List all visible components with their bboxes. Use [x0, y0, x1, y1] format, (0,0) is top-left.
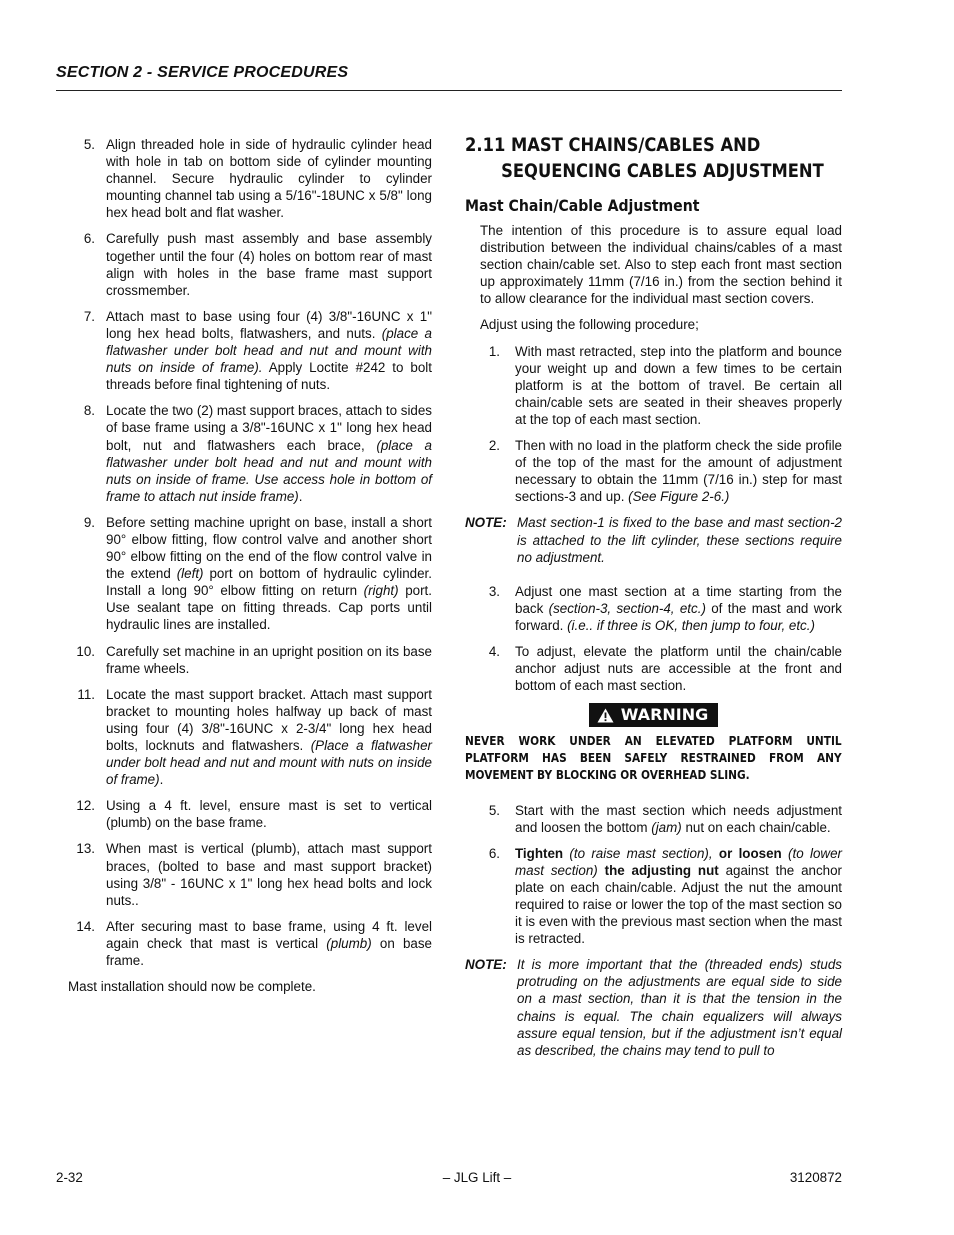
warning-label: WARNING — [620, 705, 709, 725]
step-text-segment: With mast retracted, step into the platform and bounce your weight up and down a few times to be certain platform is at the bottom of travel. Be certain all chain/cable sets are seated in their sheaves properly at the top of each mast section. — [515, 343, 842, 427]
step-text-segment: Then with no load in the platform check the side profile of the top of the mast for the amount of adjustment necessary to obtain the 11mm (7/16 in.) step for mast sections-3 and up. — [515, 438, 842, 505]
step-text-segment: To adjust, elevate the platform until the chain/cable anchor adjust nuts are accessible at the front and bottom of each mast section. — [515, 643, 842, 694]
step-text-segment: (plumb) — [326, 935, 372, 951]
step-text — [106, 309, 432, 392]
step-text — [106, 137, 432, 220]
warning-banner — [465, 703, 842, 727]
right-column — [465, 132, 842, 1076]
step-text-segment: When mast is vertical (plumb), attach mast support braces, (bolted to base and mast support bracket) using 3/8" - 16UNC x 1" long hex head bolts and lock nuts.. — [106, 841, 432, 908]
step-text-segment: Before setting machine upright on base, install a short 90° elbow fitting, flow control valve and another short 90° elbow fitting on the end of the flow control valve in the extend — [106, 514, 432, 582]
note-label: NOTE: — [465, 515, 507, 531]
step-item — [465, 583, 842, 634]
step-text — [515, 584, 842, 633]
step-item — [465, 845, 842, 948]
step-text-segment: Carefully set machine in an upright position on its base frame wheels. — [106, 643, 432, 676]
step-text-segment: (place a flatwasher under bolt head and nut and mount with nuts on inside of frame). — [106, 325, 433, 376]
step-text-segment: Tighten — [515, 845, 564, 861]
step-item — [68, 840, 432, 908]
step-text-segment: (to raise mast section), — [563, 845, 713, 861]
step-text — [515, 846, 842, 946]
step-text — [515, 438, 842, 504]
step-text-segment: Locate the mast support bracket. Attach mast support bracket to mounting holes halfway up back of mast using four (4) 3/8"-16UNC x 2-3/4" long hex head bolts, locknuts and flatwashers. — [106, 686, 432, 753]
document-number: 3120872 — [789, 1170, 842, 1185]
step-text-segment: against the anchor plate on each chain/cable. Adjust the nut the amount required to raise or lower the top of the mast section so it is even with the previous mast section when the mast is retracted. — [515, 862, 843, 947]
page-number: 2-32 — [56, 1170, 83, 1185]
note-2 — [465, 956, 842, 1059]
left-step-list — [68, 136, 432, 969]
step-number: 9. — [83, 514, 95, 530]
step-item — [68, 918, 432, 969]
step-text-segment: . — [159, 772, 164, 788]
step-number: 12. — [76, 798, 95, 814]
step-text — [106, 644, 432, 676]
step-text — [106, 919, 432, 968]
step-text-segment: Carefully push mast assembly and base assembly together until the four (4) holes on bottom rear of mast align with holes in the base frame mast support crossmember. — [106, 231, 432, 298]
right-step-list-a — [465, 343, 842, 506]
step-text-segment: (place a flatwasher under bolt head and nut and mount with nuts on inside of frame. Use access hole in bottom of frame to attach nut inside frame) — [106, 437, 432, 504]
intro-paragraph: The intention of this procedure is to assure equal load distribution between the individual chains/cables of a mast section chain/cable set. Also to step each front mast section up approximately 11mm (7/16 in.) from the section behind it to allow clearance for the individual mast section covers. — [480, 223, 842, 307]
warning-badge — [589, 703, 719, 727]
warning-triangle-icon — [597, 708, 614, 723]
closing-text: Mast installation should now be complete. — [68, 979, 316, 995]
step-text-segment: Align threaded hole in side of hydraulic cylinder head with hole in tab on bottom side of cylinder mounting channel. Secure hydraulic cylinder to cylinder mounting channel tab using a 5/16"-18UNC x 5/8" long hex head bolt and flat washer. — [106, 137, 432, 221]
step-text-segment: Adjust one mast section at a time starting from the back — [515, 583, 842, 616]
step-text — [106, 798, 432, 830]
step-text-segment: nut on each chain/cable. — [681, 819, 831, 835]
step-text-segment: Attach mast to base using four (4) 3/8"-16UNC x 1" long hex head bolts, flatwashers, and nuts. — [106, 308, 432, 341]
step-text-segment: Locate the two (2) mast support braces, attach to sides of base frame using a 3/8"-16UNC x 1" long hex head bolt, nut and flatwashers each brace, — [106, 403, 433, 453]
step-text-segment: Apply Loctite #242 to bolt threads before final tightening of nuts. — [106, 360, 432, 393]
adjust-line: Adjust using the following procedure; — [480, 317, 699, 333]
step-number: 5. — [488, 802, 500, 818]
step-text-segment: Start with the mast section which needs adjustment and loosen the bottom — [515, 802, 842, 835]
footer-center: – JLG Lift – — [442, 1170, 512, 1185]
step-number: 2. — [488, 438, 500, 454]
step-item — [68, 308, 432, 393]
step-item — [68, 230, 432, 298]
step-item — [465, 437, 842, 505]
step-text-segment: (section-3, section-4, etc.) — [548, 600, 706, 616]
step-number: 4. — [488, 643, 500, 659]
step-text — [515, 803, 842, 835]
step-number: 7. — [83, 308, 95, 324]
step-number: 6. — [488, 845, 500, 861]
step-item — [465, 343, 842, 428]
step-text-segment: (left) — [176, 566, 204, 582]
step-text — [515, 644, 842, 693]
step-text-segment: the adjusting nut — [597, 862, 719, 878]
step-item — [465, 802, 842, 836]
step-text — [106, 403, 432, 503]
section-title — [465, 132, 835, 184]
step-text-segment: port on bottom of hydraulic cylinder. Install a long 90° elbow fitting on return — [106, 566, 432, 599]
step-number: 13. — [76, 841, 95, 857]
note-1 — [465, 514, 842, 565]
step-item — [68, 643, 432, 677]
step-text — [106, 841, 432, 907]
right-step-list-c — [465, 802, 842, 948]
step-text — [515, 344, 842, 427]
step-number: 3. — [488, 583, 500, 599]
step-number: 14. — [76, 918, 95, 934]
step-text-segment: on base frame. — [106, 935, 432, 969]
step-text-segment: (See Figure 2-6.) — [628, 489, 730, 505]
step-item — [68, 797, 432, 831]
step-text-segment: . — [298, 488, 303, 504]
header-rule — [56, 90, 842, 91]
left-column — [68, 136, 432, 995]
step-number: 10. — [76, 643, 95, 659]
step-text-segment: (right) — [363, 583, 399, 599]
step-number: 11. — [77, 686, 95, 702]
step-text-segment: Using a 4 ft. level, ensure mast is set to vertical (plumb) on the base frame. — [106, 798, 432, 831]
step-text-segment: After securing mast to base frame, using 4 ft. level again check that mast is vertical — [106, 918, 432, 951]
step-number: 5. — [83, 137, 95, 152]
step-item — [68, 136, 432, 221]
step-item — [465, 643, 842, 694]
step-text — [106, 687, 432, 787]
section-title-line-1: 2.11 MAST CHAINS/CABLES AND — [465, 134, 761, 156]
right-step-list-b — [465, 583, 842, 695]
step-number: 1. — [488, 343, 500, 359]
step-text-segment: (jam) — [651, 819, 682, 835]
step-text-segment: (to lower mast section) — [515, 845, 842, 878]
step-number: 6. — [83, 231, 95, 247]
step-text — [106, 231, 432, 297]
step-item — [68, 402, 432, 505]
step-text-segment: port. Use sealant tape on fitting threads. Cap ports until hydraulic lines are installed. — [106, 583, 433, 633]
step-text — [106, 515, 432, 633]
step-item — [68, 514, 432, 634]
step-item — [68, 686, 432, 789]
note-label: NOTE: — [465, 957, 507, 973]
step-text-segment: (Place a flatwasher under bolt head and nut and mount with nuts on inside of frame) — [106, 738, 433, 788]
step-text-segment: (i.e.. if three is OK, then jump to four, etc.) — [567, 617, 815, 633]
warning-text: NEVER WORK UNDER AN ELEVATED PLATFORM UNTIL PLATFORM HAS BEEN SAFELY RESTRAINED FROM ANY MOVEMENT BY BLOCKING OR OVERHEAD SLING. — [465, 734, 842, 783]
section-header: SECTION 2 - SERVICE PROCEDURES — [56, 64, 349, 81]
step-text-segment: or loosen — [712, 845, 782, 861]
section-title-line-2: SEQUENCING CABLES ADJUSTMENT — [501, 160, 824, 182]
step-number: 8. — [83, 403, 95, 419]
step-text-segment: of the mast and work forward. — [515, 600, 842, 633]
note-1-text: Mast section-1 is fixed to the base and mast section-2 is attached to the lift cylinder, these sections require no adjustment. — [517, 515, 842, 565]
note-2-text: It is more important that the (threaded ends) studs protruding on the adjustments are equal side to side on a mast section, than it is that the tension in the chains is equal. The chain equalizers will always assure equal tension, but if the adjustment isn’t equal as described, the chains may tend to pull to — [517, 957, 842, 1058]
subheading: Mast Chain/Cable Adjustment — [465, 196, 700, 215]
